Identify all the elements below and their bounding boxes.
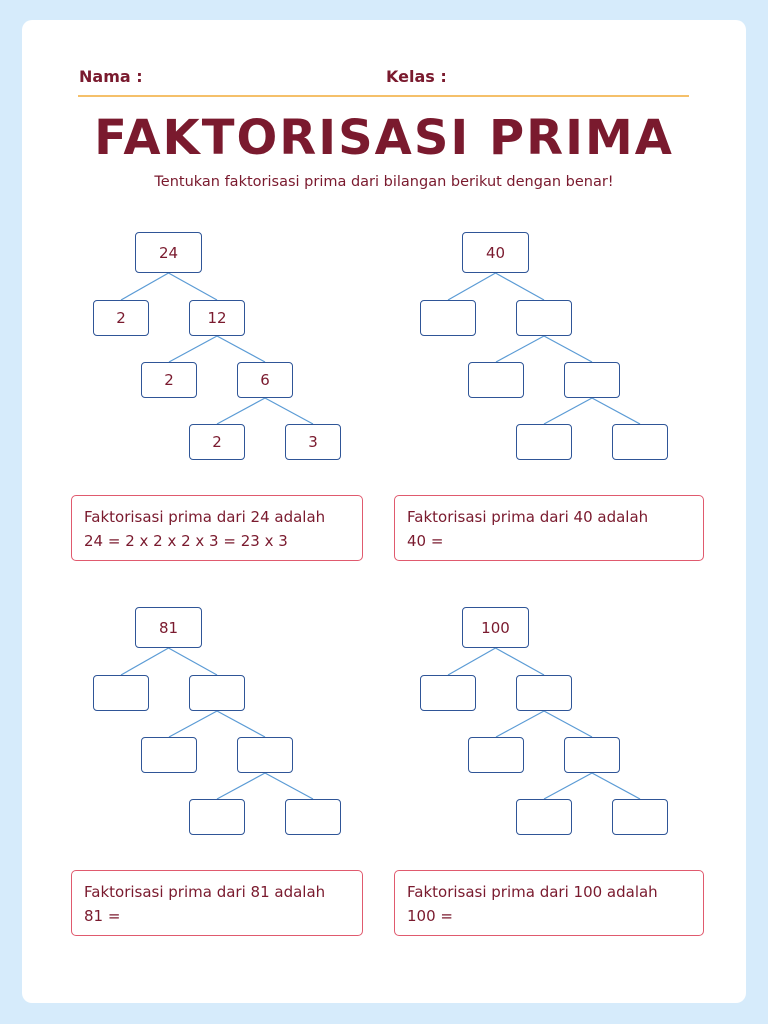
tree-branch-line bbox=[496, 711, 544, 737]
tree-branch-line bbox=[217, 336, 265, 362]
factor-box[interactable]: 2 bbox=[189, 424, 245, 460]
tree-branch-line bbox=[496, 648, 545, 675]
tree-branch-line bbox=[544, 336, 592, 362]
tree-branch-line bbox=[265, 773, 313, 799]
factor-box[interactable] bbox=[516, 675, 572, 711]
factor-box[interactable] bbox=[468, 362, 524, 398]
tree-branch-line bbox=[592, 773, 640, 799]
factor-box[interactable] bbox=[285, 799, 341, 835]
answer-statement: Faktorisasi prima dari 81 adalah bbox=[84, 883, 326, 901]
factor-box[interactable] bbox=[420, 300, 476, 336]
answer-equation: 40 = bbox=[407, 532, 444, 550]
instruction-text: Tentukan faktorisasi prima dari bilangan berikut dengan benar! bbox=[154, 174, 614, 190]
answer-equation: 24 = 2 x 2 x 2 x 3 = 23 x 3 bbox=[84, 532, 288, 550]
tree-branch-line bbox=[544, 711, 592, 737]
tree-branch-line bbox=[448, 273, 496, 300]
tree-branch-line bbox=[169, 711, 217, 737]
tree-branch-line bbox=[169, 336, 217, 362]
tree-branch-line bbox=[496, 336, 544, 362]
tree-root-box: 40 bbox=[462, 232, 529, 273]
tree-branch-line bbox=[544, 773, 592, 799]
factor-box[interactable] bbox=[516, 799, 572, 835]
tree-branch-line bbox=[217, 711, 265, 737]
tree-root-box: 81 bbox=[135, 607, 202, 648]
tree-branch-line bbox=[217, 773, 265, 799]
factor-box[interactable]: 2 bbox=[93, 300, 149, 336]
kelas-label: Kelas : bbox=[386, 67, 447, 86]
factor-box[interactable]: 6 bbox=[237, 362, 293, 398]
tree-branch-line bbox=[121, 648, 169, 675]
factor-box[interactable] bbox=[564, 362, 620, 398]
factor-box[interactable] bbox=[516, 424, 572, 460]
factor-box[interactable] bbox=[612, 424, 668, 460]
nama-label: Nama : bbox=[79, 67, 143, 86]
tree-root-box: 24 bbox=[135, 232, 202, 273]
answer-equation: 100 = bbox=[407, 907, 453, 925]
tree-branch-line bbox=[217, 398, 265, 424]
tree-branch-line bbox=[544, 398, 592, 424]
tree-branch-line bbox=[121, 273, 169, 300]
factor-box[interactable] bbox=[612, 799, 668, 835]
factor-box[interactable] bbox=[468, 737, 524, 773]
factor-box[interactable]: 3 bbox=[285, 424, 341, 460]
answer-statement: Faktorisasi prima dari 24 adalah bbox=[84, 508, 326, 526]
factor-box[interactable] bbox=[189, 799, 245, 835]
tree-branch-line bbox=[496, 273, 545, 300]
tree-branch-line bbox=[448, 648, 496, 675]
factor-box[interactable] bbox=[189, 675, 245, 711]
answer-equation: 81 = bbox=[84, 907, 121, 925]
answer-box[interactable] bbox=[71, 495, 363, 561]
answer-box[interactable] bbox=[394, 495, 704, 561]
factor-box[interactable] bbox=[420, 675, 476, 711]
answer-statement: Faktorisasi prima dari 40 adalah bbox=[407, 508, 649, 526]
tree-branch-line bbox=[592, 398, 640, 424]
answer-box[interactable] bbox=[394, 870, 704, 936]
factor-box[interactable]: 2 bbox=[141, 362, 197, 398]
tree-branch-line bbox=[169, 648, 218, 675]
tree-branch-line bbox=[265, 398, 313, 424]
answer-statement: Faktorisasi prima dari 100 adalah bbox=[407, 883, 658, 901]
factor-box[interactable]: 12 bbox=[189, 300, 245, 336]
factor-box[interactable] bbox=[141, 737, 197, 773]
factor-box[interactable] bbox=[516, 300, 572, 336]
factor-box[interactable] bbox=[564, 737, 620, 773]
answer-box[interactable] bbox=[71, 870, 363, 936]
tree-root-box: 100 bbox=[462, 607, 529, 648]
factor-box[interactable] bbox=[237, 737, 293, 773]
page-title: FAKTORISASI PRIMA bbox=[94, 110, 674, 166]
factor-box[interactable] bbox=[93, 675, 149, 711]
tree-branch-line bbox=[169, 273, 218, 300]
